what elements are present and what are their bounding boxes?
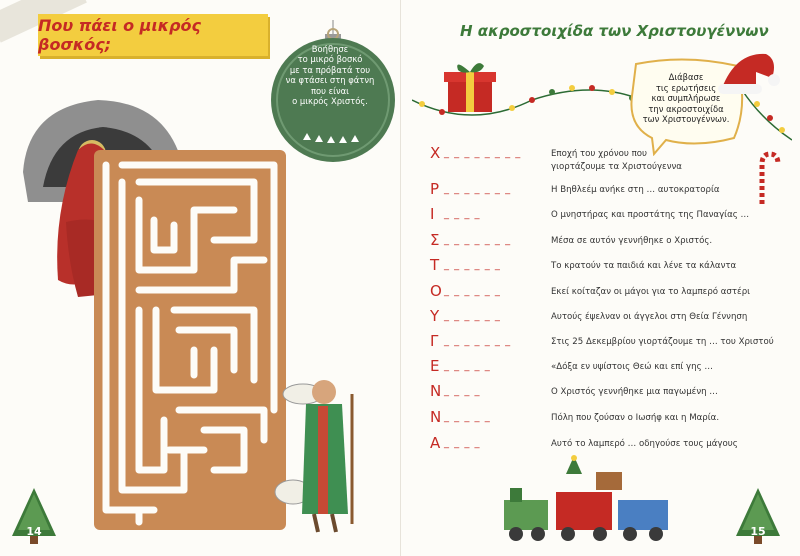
acrostic-letter: Ν — [430, 382, 442, 400]
acrostic-letter: Γ — [430, 332, 439, 350]
instruction-line: Βοήθησε — [311, 44, 349, 54]
instruction-line: να φτάσει στη φάτνη — [285, 75, 375, 86]
instruction-line: το μικρό βοσκό — [297, 54, 363, 65]
tree-icon — [6, 486, 62, 548]
answer-blanks[interactable]: _ _ _ _ _ _ — [444, 286, 501, 297]
answer-blanks[interactable]: _ _ _ _ — [444, 438, 481, 449]
clue-text: Αυτούς έψελναν οι άγγελοι στη Θεία Γέννηση — [551, 312, 748, 322]
instruction-line: ο μικρός Χριστός. — [292, 96, 368, 107]
answer-blanks[interactable]: _ _ _ _ _ — [444, 412, 491, 423]
clue-text: Πόλη που ζούσαν ο Ιωσήφ και η Μαρία. — [551, 413, 720, 423]
clue-text: Αυτό το λαμπερό … οδηγούσε τους μάγους — [551, 439, 738, 449]
toy-train-illustration — [496, 452, 696, 552]
instruction-line: με τα πρόβατά του — [289, 64, 371, 75]
crossword-instructions — [640, 72, 732, 125]
maze[interactable] — [94, 150, 286, 530]
answer-blanks[interactable]: _ _ _ _ _ — [444, 361, 491, 372]
maze-instructions — [280, 44, 380, 106]
answer-blanks[interactable]: _ _ _ _ _ _ _ — [444, 336, 512, 347]
answer-blanks[interactable]: _ _ _ _ _ _ _ _ — [444, 148, 522, 159]
left-page-title: Που πάει ο μικρός βοσκός; — [38, 14, 268, 56]
clue-text: Η Βηθλεέμ ανήκε στη … αυτοκρατορία — [551, 185, 720, 195]
page-number-right: 15 — [750, 525, 766, 538]
acrostic-letter: Ο — [430, 282, 442, 300]
bubble-line: τις ερωτήσεις — [655, 82, 717, 93]
bubble-line: Διάβασε — [668, 72, 704, 82]
acrostic-letter: Σ — [430, 231, 440, 249]
shepherd-illustration — [268, 374, 368, 534]
clue-text: Το κρατούν τα παιδιά και λένε τα κάλαντα — [551, 261, 737, 271]
answer-blanks[interactable]: _ _ _ _ _ _ _ — [444, 235, 512, 246]
answer-blanks[interactable]: _ _ _ _ — [444, 386, 481, 397]
bubble-line: και συμπλήρωσε — [651, 93, 721, 104]
candy-cane-icon — [754, 150, 784, 206]
instruction-line: που είναι — [310, 85, 350, 96]
acrostic-letter: Χ — [430, 144, 441, 162]
acrostic-letter: Ρ — [430, 180, 440, 198]
acrostic-letter: Ν — [430, 408, 442, 426]
acrostic-letter: Α — [430, 434, 441, 452]
clue-text: Ο Χριστός γεννήθηκε μια παγωμένη … — [551, 387, 718, 397]
acrostic-letter: Υ — [430, 307, 440, 325]
clue-line: γιορτάζουμε τα Χριστούγεννα — [551, 161, 682, 172]
acrostic-letter: Τ — [430, 256, 440, 274]
clue-text: «Δόξα εν υψίστοις Θεώ και επί γης … — [551, 362, 713, 372]
tree-icon — [730, 486, 786, 548]
bubble-line: των Χριστουγέννων. — [642, 114, 730, 125]
clue-text: Εκεί κοίταζαν οι μάγοι για το λαμπερό αστέρι — [551, 287, 751, 297]
answer-blanks[interactable]: _ _ _ _ _ _ — [444, 260, 501, 271]
answer-blanks[interactable]: _ _ _ _ _ _ — [444, 311, 501, 322]
bubble-line: την ακροστοιχίδα — [648, 103, 724, 114]
acrostic-letter: Ι — [430, 205, 435, 223]
clue-text: Στις 25 Δεκεμβρίου γιορτάζουμε τη … του Χριστού — [551, 337, 774, 347]
page-number-left: 14 — [26, 525, 42, 538]
clue-line: Εποχή του χρόνου που — [551, 149, 647, 159]
right-page-title: Η ακροστοιχίδα των Χριστουγέννων — [460, 22, 769, 40]
answer-blanks[interactable]: _ _ _ _ — [444, 209, 481, 220]
acrostic-letter: Ε — [430, 357, 440, 375]
answer-blanks[interactable]: _ _ _ _ _ _ _ — [444, 184, 512, 195]
clue-text: Ο μνηστήρας και προστάτης της Παναγίας … — [551, 210, 750, 220]
clue-text: Μέσα σε αυτόν γεννήθηκε ο Χριστός. — [551, 236, 713, 246]
